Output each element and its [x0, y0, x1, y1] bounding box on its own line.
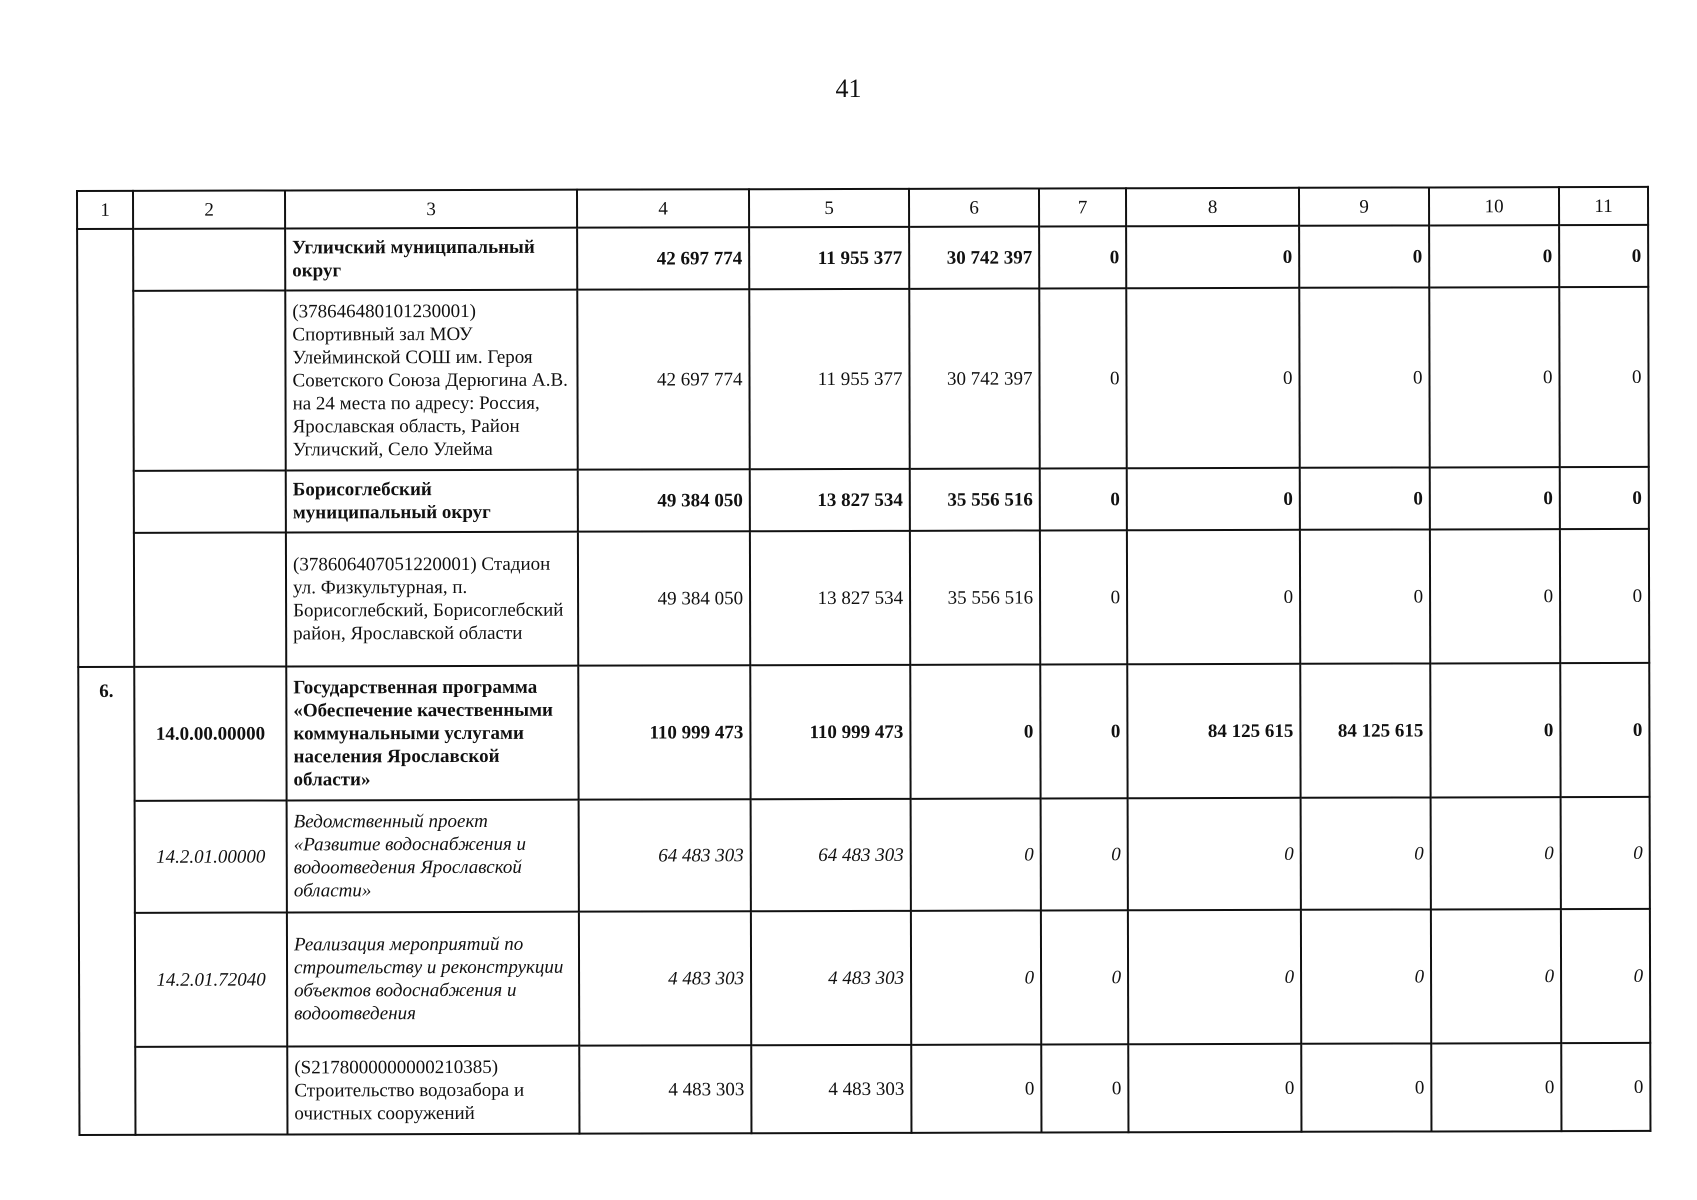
value-cell: 4 483 303	[751, 911, 911, 1045]
value-cell: 0	[1300, 529, 1430, 663]
value-cell: 0	[1127, 530, 1300, 664]
value-cell: 42 697 774	[577, 289, 749, 469]
value-cell: 49 384 050	[578, 531, 750, 665]
table-row	[78, 529, 1649, 667]
value-cell: 0	[1126, 226, 1299, 288]
value-cell: 0	[1429, 287, 1559, 467]
name-cell: (378646480101230001) Спортивный зал МОУ Улейминской СОШ им. Героя Советского Союза Дерюгина А.В. на 24 места по адресу: Россия, Ярославская область, Район Угличский, Село Улейма	[285, 290, 577, 471]
column-header: 3	[285, 190, 577, 229]
code-cell: 14.0.00.00000	[134, 666, 286, 800]
value-cell: 0	[1041, 910, 1128, 1044]
code-cell	[134, 470, 286, 532]
value-cell: 4 483 303	[579, 1045, 751, 1133]
value-cell: 11 955 377	[749, 227, 909, 289]
value-cell: 13 827 534	[750, 531, 910, 665]
value-cell: 0	[911, 798, 1041, 910]
value-cell: 42 697 774	[577, 227, 749, 289]
value-cell: 0	[1041, 798, 1128, 910]
value-cell: 0	[1299, 225, 1429, 287]
name-cell: (S2178000000000210385) Строительство водозабора и очистных сооружений	[287, 1046, 579, 1135]
table-row	[79, 1043, 1650, 1135]
column-header: 9	[1299, 187, 1429, 225]
value-cell: 110 999 473	[750, 665, 910, 799]
column-header: 4	[577, 189, 749, 227]
code-cell: 14.2.01.72040	[135, 912, 287, 1046]
value-cell: 0	[1128, 798, 1301, 910]
value-cell: 35 556 516	[910, 468, 1040, 530]
value-cell: 0	[1431, 797, 1561, 909]
value-cell: 64 483 303	[751, 799, 911, 911]
name-cell: Реализация мероприятий по строительству и реконструкции объектов водоснабжения и водоотведения	[287, 912, 579, 1047]
header-row	[77, 187, 1648, 229]
value-cell: 11 955 377	[749, 289, 909, 469]
budget-table	[76, 186, 1651, 1136]
value-cell: 49 384 050	[578, 469, 750, 531]
column-header: 2	[133, 190, 285, 228]
value-cell: 0	[1431, 909, 1561, 1043]
column-header: 8	[1126, 188, 1299, 226]
table-row	[78, 663, 1649, 801]
value-cell: 84 125 615	[1127, 664, 1300, 798]
value-cell: 0	[1430, 467, 1560, 529]
value-cell: 0	[1560, 467, 1649, 529]
column-header: 11	[1559, 187, 1648, 225]
value-cell: 30 742 397	[909, 226, 1039, 288]
value-cell: 0	[1040, 664, 1127, 798]
value-cell: 0	[1299, 287, 1429, 467]
code-cell	[133, 228, 285, 290]
value-cell: 0	[1128, 1044, 1301, 1132]
value-cell: 0	[1040, 530, 1127, 664]
value-cell: 0	[910, 664, 1040, 798]
value-cell: 0	[1039, 288, 1126, 468]
column-header: 7	[1039, 188, 1126, 226]
value-cell: 0	[1301, 1043, 1431, 1131]
value-cell: 4 483 303	[579, 911, 751, 1045]
value-cell: 0	[1126, 288, 1299, 468]
value-cell: 0	[1560, 529, 1649, 663]
code-cell: 14.2.01.00000	[135, 800, 287, 912]
value-cell: 13 827 534	[750, 469, 910, 531]
value-cell: 64 483 303	[579, 799, 751, 911]
value-cell: 30 742 397	[909, 288, 1039, 468]
value-cell: 0	[1561, 1043, 1650, 1131]
name-cell: Угличский муниципальный округ	[285, 228, 577, 291]
column-header: 10	[1429, 187, 1559, 225]
row-number-cell	[77, 229, 134, 667]
value-cell: 0	[1127, 468, 1300, 530]
table-row	[77, 225, 1648, 291]
value-cell: 0	[1128, 910, 1301, 1044]
column-header: 6	[909, 188, 1039, 226]
code-cell	[135, 1046, 287, 1134]
value-cell: 0	[1561, 909, 1650, 1043]
value-cell: 0	[1561, 797, 1650, 909]
value-cell: 35 556 516	[910, 530, 1040, 664]
name-cell: Борисоглебский муниципальный округ	[286, 470, 578, 533]
value-cell: 0	[1301, 797, 1431, 909]
value-cell: 110 999 473	[578, 665, 750, 799]
row-number-cell: 6.	[78, 667, 135, 1135]
value-cell: 0	[1431, 1043, 1561, 1131]
value-cell: 0	[911, 1044, 1041, 1132]
value-cell: 0	[1041, 1044, 1128, 1132]
name-cell: Государственная программа «Обеспечение качественными коммунальными услугами населения Ярославской области»	[286, 666, 578, 801]
column-header: 1	[77, 191, 133, 229]
value-cell: 0	[1429, 225, 1559, 287]
table-row	[77, 287, 1648, 471]
value-cell: 84 125 615	[1300, 663, 1430, 797]
value-cell: 0	[1430, 529, 1560, 663]
name-cell: (378606407051220001) Стадион ул. Физкультурная, п. Борисоглебский, Борисоглебский район, Ярославской области	[286, 532, 578, 667]
value-cell: 0	[1559, 225, 1648, 287]
table-row	[78, 467, 1649, 533]
value-cell: 0	[1300, 467, 1430, 529]
table-row	[79, 797, 1650, 913]
code-cell	[133, 290, 285, 470]
page-number: 41	[835, 74, 862, 103]
value-cell: 0	[1559, 287, 1648, 467]
code-cell	[134, 532, 286, 666]
column-header: 5	[749, 189, 909, 227]
value-cell: 0	[911, 910, 1041, 1044]
value-cell: 0	[1039, 226, 1126, 288]
value-cell: 0	[1430, 663, 1560, 797]
value-cell: 4 483 303	[751, 1045, 911, 1133]
value-cell: 0	[1040, 468, 1127, 530]
table-row	[79, 909, 1650, 1047]
value-cell: 0	[1301, 909, 1431, 1043]
value-cell: 0	[1560, 663, 1649, 797]
name-cell: Ведомственный проект «Развитие водоснабжения и водоотведения Ярославской области»	[287, 800, 579, 913]
